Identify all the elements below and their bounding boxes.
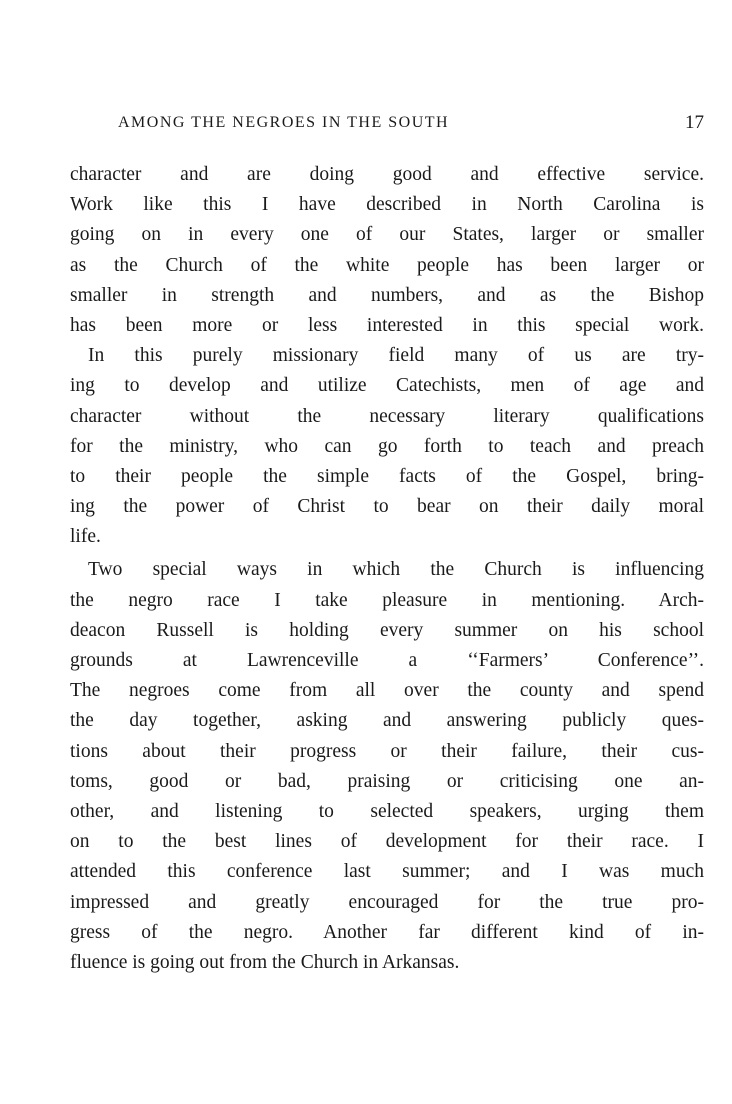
text-line: fluence is going out from the Church in Arkansas. xyxy=(70,951,460,973)
text-line: life. xyxy=(70,526,101,548)
text-line: Two special ways in which the Church is influencing xyxy=(88,559,704,581)
running-title: AMONG THE NEGROES IN THE SOUTH xyxy=(118,114,450,131)
text-line: smaller in strength and numbers, and as the Bishop xyxy=(70,284,704,306)
text-line: ing the power of Christ to bear on their daily moral xyxy=(70,496,704,518)
text-line: Work like this I have described in North Carolina is xyxy=(70,194,704,216)
page-number: 17 xyxy=(685,112,704,133)
text-line: other, and listening to selected speakers, urging them xyxy=(70,800,704,822)
text-line: deacon Russell is holding every summer on his school xyxy=(70,619,704,641)
text-line: has been more or less interested in this special work. xyxy=(70,314,704,336)
text-line: character and are doing good and effective service. xyxy=(70,164,704,185)
text-line: going on in every one of our States, larger or smaller xyxy=(70,224,704,246)
running-header xyxy=(118,114,704,140)
text-line: on to the best lines of development for their race. I xyxy=(70,831,704,853)
text-line: impressed and greatly encouraged for the true pro- xyxy=(70,891,704,913)
text-line: the negro race I take pleasure in mentioning. Arch- xyxy=(70,589,704,611)
text-line: gress of the negro. Another far different kind of in- xyxy=(70,921,704,943)
page-body xyxy=(70,160,704,978)
text-line: to their people the simple facts of the Gospel, bring- xyxy=(70,465,704,487)
text-line: the day together, asking and answering publicly ques- xyxy=(70,710,704,732)
text-line: attended this conference last summer; and I was much xyxy=(70,861,704,883)
text-line: character without the necessary literary qualifications xyxy=(70,405,704,427)
text-line: tions about their progress or their failure, their cus- xyxy=(70,740,704,762)
paragraph xyxy=(70,555,704,978)
text-line: toms, good or bad, praising or criticising one an- xyxy=(70,770,704,792)
paragraph xyxy=(70,160,704,341)
text-line: grounds at Lawrenceville a ‘‘Farmers’ Conference’’. xyxy=(70,650,704,671)
text-line: as the Church of the white people has been larger or xyxy=(70,254,704,276)
paragraph xyxy=(70,341,704,552)
text-line: ing to develop and utilize Catechists, men of age and xyxy=(70,375,704,397)
text-line: The negroes come from all over the county and spend xyxy=(70,680,704,702)
text-line: for the ministry, who can go forth to teach and preach xyxy=(70,435,704,457)
text-line: In this purely missionary field many of us are try- xyxy=(88,345,704,367)
